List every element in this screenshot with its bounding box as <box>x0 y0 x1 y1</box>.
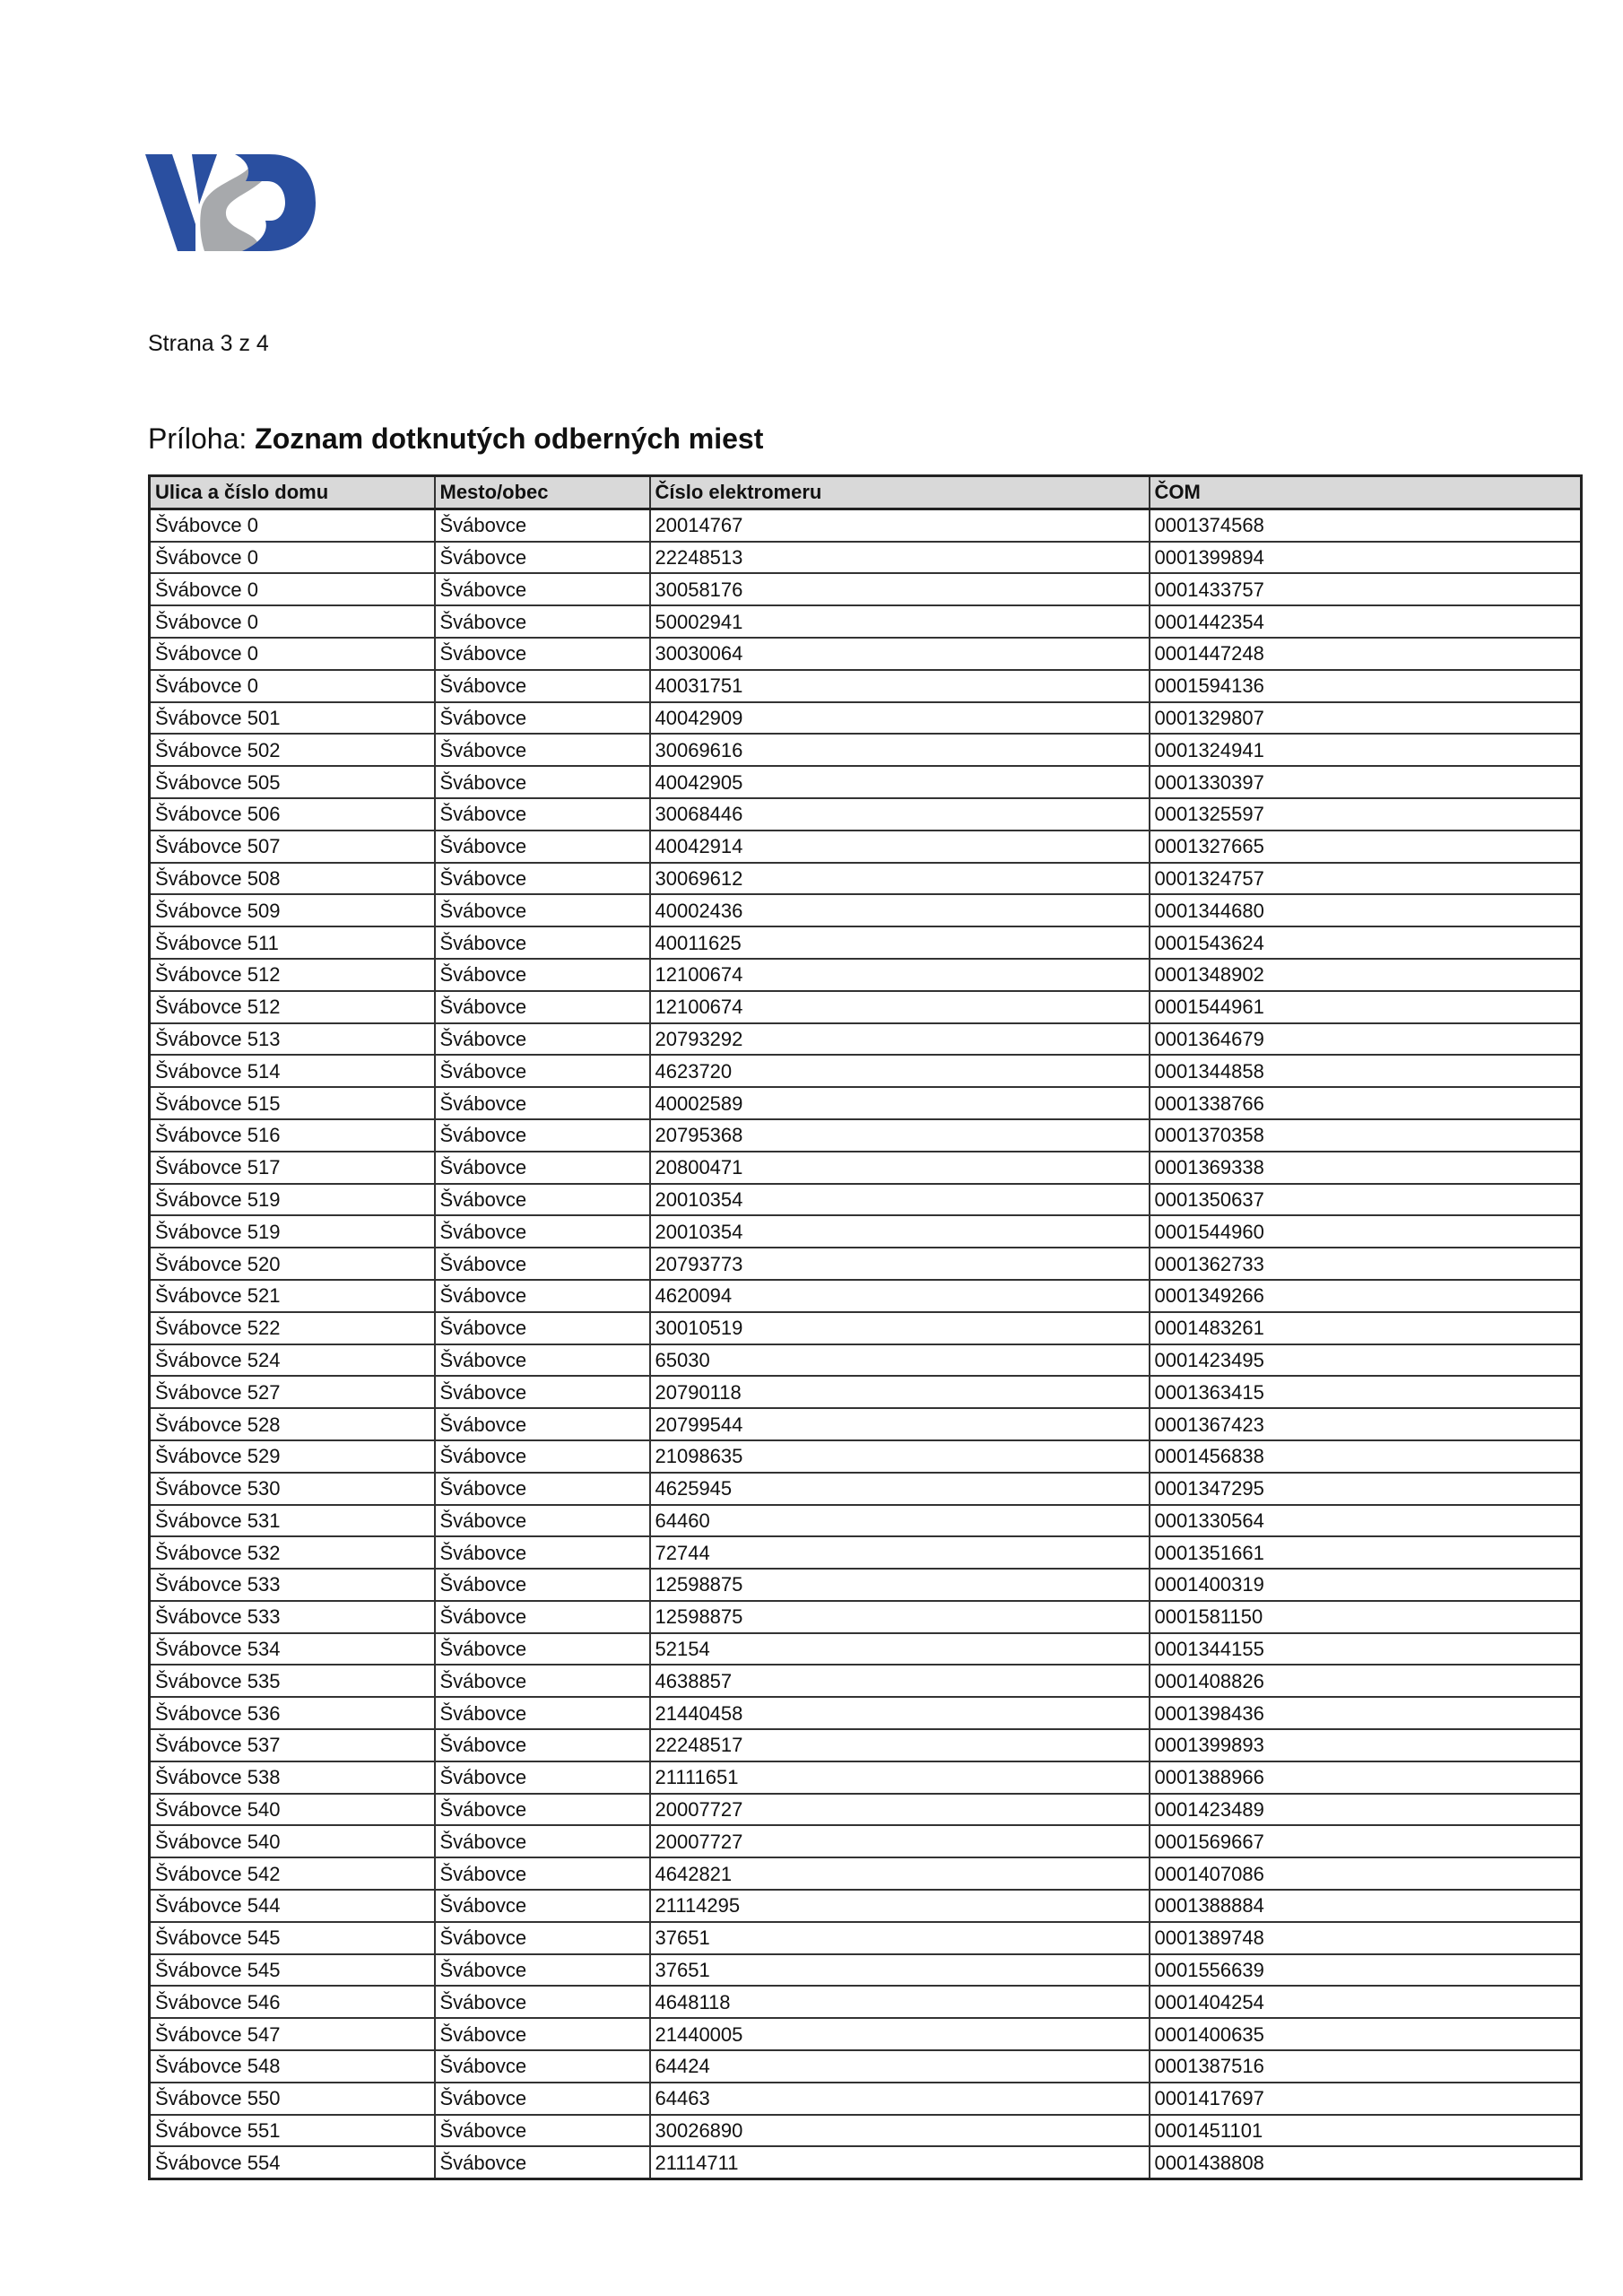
cell-com: 0001327665 <box>1150 831 1582 863</box>
cell-com: 0001544961 <box>1150 991 1582 1023</box>
cell-com: 0001442354 <box>1150 605 1582 638</box>
cell-street: Švábovce 533 <box>150 1569 435 1601</box>
table-row <box>150 991 1582 1023</box>
cell-street: Švábovce 532 <box>150 1536 435 1569</box>
table-row <box>150 1119 1582 1152</box>
cell-meter-number: 30068446 <box>650 798 1150 831</box>
cell-city: Švábovce <box>435 573 650 605</box>
cell-com: 0001344680 <box>1150 894 1582 926</box>
cell-city: Švábovce <box>435 1697 650 1729</box>
cell-city: Švábovce <box>435 1986 650 2018</box>
cell-street: Švábovce 0 <box>150 605 435 638</box>
vsd-logo <box>145 154 316 251</box>
cell-com: 0001544960 <box>1150 1215 1582 1248</box>
table-row <box>150 702 1582 735</box>
table-row <box>150 509 1582 541</box>
cell-city: Švábovce <box>435 1922 650 1954</box>
table-row <box>150 1248 1582 1280</box>
cell-street: Švábovce 507 <box>150 831 435 863</box>
table-row <box>150 1215 1582 1248</box>
table-row <box>150 2050 1582 2083</box>
table-row <box>150 1665 1582 1697</box>
cell-street: Švábovce 533 <box>150 1601 435 1633</box>
cell-com: 0001363415 <box>1150 1376 1582 1408</box>
cell-com: 0001389748 <box>1150 1922 1582 1954</box>
cell-city: Švábovce <box>435 1761 650 1794</box>
table-row <box>150 1761 1582 1794</box>
table-row <box>150 1601 1582 1633</box>
cell-meter-number: 4638857 <box>650 1665 1150 1697</box>
cell-street: Švábovce 528 <box>150 1408 435 1440</box>
cell-city: Švábovce <box>435 1440 650 1473</box>
cell-meter-number: 22248513 <box>650 542 1150 574</box>
cell-meter-number: 21440458 <box>650 1697 1150 1729</box>
cell-com: 0001423495 <box>1150 1344 1582 1377</box>
cell-com: 0001330564 <box>1150 1505 1582 1537</box>
cell-com: 0001369338 <box>1150 1152 1582 1184</box>
cell-city: Švábovce <box>435 1248 650 1280</box>
cell-street: Švábovce 0 <box>150 638 435 670</box>
cell-city: Švábovce <box>435 1344 650 1377</box>
cell-meter-number: 20007727 <box>650 1794 1150 1826</box>
cell-city: Švábovce <box>435 1473 650 1505</box>
cell-meter-number: 40011625 <box>650 926 1150 959</box>
cell-meter-number: 21111651 <box>650 1761 1150 1794</box>
cell-meter-number: 4642821 <box>650 1857 1150 1890</box>
cell-street: Švábovce 540 <box>150 1794 435 1826</box>
cell-city: Švábovce <box>435 1408 650 1440</box>
table-row <box>150 670 1582 702</box>
cell-street: Švábovce 551 <box>150 2115 435 2147</box>
cell-meter-number: 64424 <box>650 2050 1150 2083</box>
cell-street: Švábovce 519 <box>150 1184 435 1216</box>
cell-city: Švábovce <box>435 1184 650 1216</box>
table-row <box>150 1023 1582 1056</box>
cell-meter-number: 20799544 <box>650 1408 1150 1440</box>
table-row <box>150 1729 1582 1761</box>
cell-com: 0001400635 <box>1150 2018 1582 2050</box>
table-body <box>150 509 1582 2179</box>
cell-street: Švábovce 519 <box>150 1215 435 1248</box>
cell-meter-number: 72744 <box>650 1536 1150 1569</box>
table-row <box>150 1184 1582 1216</box>
cell-meter-number: 20793773 <box>650 1248 1150 1280</box>
cell-meter-number: 64463 <box>650 2083 1150 2115</box>
cell-street: Švábovce 513 <box>150 1023 435 1056</box>
cell-street: Švábovce 544 <box>150 1890 435 1922</box>
cell-street: Švábovce 508 <box>150 863 435 895</box>
cell-meter-number: 64460 <box>650 1505 1150 1537</box>
cell-com: 0001324941 <box>1150 734 1582 766</box>
cell-city: Švábovce <box>435 1825 650 1857</box>
cell-meter-number: 12598875 <box>650 1601 1150 1633</box>
cell-street: Švábovce 0 <box>150 542 435 574</box>
cell-city: Švábovce <box>435 734 650 766</box>
cell-street: Švábovce 521 <box>150 1280 435 1312</box>
cell-com: 0001423489 <box>1150 1794 1582 1826</box>
cell-meter-number: 12100674 <box>650 959 1150 991</box>
cell-com: 0001399893 <box>1150 1729 1582 1761</box>
table-row <box>150 1376 1582 1408</box>
cell-meter-number: 40042914 <box>650 831 1150 863</box>
table-row <box>150 926 1582 959</box>
cell-street: Švábovce 522 <box>150 1312 435 1344</box>
cell-meter-number: 40042905 <box>650 766 1150 798</box>
table-row <box>150 1697 1582 1729</box>
cell-city: Švábovce <box>435 1890 650 1922</box>
cell-street: Švábovce 520 <box>150 1248 435 1280</box>
table-row <box>150 573 1582 605</box>
cell-city: Švábovce <box>435 2083 650 2115</box>
cell-street: Švábovce 512 <box>150 959 435 991</box>
table-row <box>150 1825 1582 1857</box>
table-row <box>150 1344 1582 1377</box>
table-row <box>150 1440 1582 1473</box>
cell-city: Švábovce <box>435 2115 650 2147</box>
cell-street: Švábovce 514 <box>150 1055 435 1087</box>
cell-com: 0001330397 <box>1150 766 1582 798</box>
column-header-city: Mesto/obec <box>435 476 650 509</box>
table-row <box>150 1536 1582 1569</box>
cell-city: Švábovce <box>435 798 650 831</box>
table-row <box>150 766 1582 798</box>
table-row <box>150 894 1582 926</box>
cell-meter-number: 20014767 <box>650 509 1150 541</box>
cell-street: Švábovce 524 <box>150 1344 435 1377</box>
cell-com: 0001398436 <box>1150 1697 1582 1729</box>
cell-city: Švábovce <box>435 1729 650 1761</box>
table-row <box>150 2115 1582 2147</box>
cell-com: 0001399894 <box>1150 542 1582 574</box>
cell-meter-number: 37651 <box>650 1954 1150 1987</box>
table-row <box>150 1152 1582 1184</box>
cell-meter-number: 30069616 <box>650 734 1150 766</box>
cell-meter-number: 40002436 <box>650 894 1150 926</box>
cell-city: Švábovce <box>435 894 650 926</box>
table-row <box>150 1794 1582 1826</box>
cell-meter-number: 37651 <box>650 1922 1150 1954</box>
cell-city: Švábovce <box>435 831 650 863</box>
table-row <box>150 1408 1582 1440</box>
cell-com: 0001344155 <box>1150 1633 1582 1665</box>
cell-city: Švábovce <box>435 1601 650 1633</box>
cell-city: Švábovce <box>435 1055 650 1087</box>
cell-com: 0001348902 <box>1150 959 1582 991</box>
cell-meter-number: 40042909 <box>650 702 1150 735</box>
cell-meter-number: 52154 <box>650 1633 1150 1665</box>
cell-meter-number: 20010354 <box>650 1184 1150 1216</box>
cell-street: Švábovce 0 <box>150 573 435 605</box>
cell-com: 0001451101 <box>1150 2115 1582 2147</box>
cell-city: Švábovce <box>435 1280 650 1312</box>
cell-street: Švábovce 502 <box>150 734 435 766</box>
cell-city: Švábovce <box>435 766 650 798</box>
table-row <box>150 1569 1582 1601</box>
cell-com: 0001374568 <box>1150 509 1582 541</box>
cell-city: Švábovce <box>435 542 650 574</box>
cell-com: 0001581150 <box>1150 1601 1582 1633</box>
cell-street: Švábovce 527 <box>150 1376 435 1408</box>
cell-city: Švábovce <box>435 1087 650 1119</box>
table-row <box>150 863 1582 895</box>
cell-street: Švábovce 531 <box>150 1505 435 1537</box>
cell-meter-number: 4625945 <box>650 1473 1150 1505</box>
cell-meter-number: 30069612 <box>650 863 1150 895</box>
cell-com: 0001594136 <box>1150 670 1582 702</box>
cell-city: Švábovce <box>435 863 650 895</box>
cell-street: Švábovce 545 <box>150 1954 435 1987</box>
cell-meter-number: 4620094 <box>650 1280 1150 1312</box>
cell-meter-number: 20010354 <box>650 1215 1150 1248</box>
cell-meter-number: 30010519 <box>650 1312 1150 1344</box>
cell-city: Švábovce <box>435 991 650 1023</box>
cell-city: Švábovce <box>435 926 650 959</box>
title-prefix: Príloha: <box>148 422 256 455</box>
cell-city: Švábovce <box>435 1633 650 1665</box>
cell-meter-number: 21440005 <box>650 2018 1150 2050</box>
cell-city: Švábovce <box>435 1665 650 1697</box>
cell-city: Švábovce <box>435 670 650 702</box>
cell-meter-number: 4648118 <box>650 1986 1150 2018</box>
cell-meter-number: 22248517 <box>650 1729 1150 1761</box>
cell-street: Švábovce 547 <box>150 2018 435 2050</box>
cell-meter-number: 65030 <box>650 1344 1150 1377</box>
page-title <box>148 422 763 456</box>
cell-com: 0001338766 <box>1150 1087 1582 1119</box>
cell-meter-number: 40031751 <box>650 670 1150 702</box>
cell-city: Švábovce <box>435 1569 650 1601</box>
column-header-com: ČOM <box>1150 476 1582 509</box>
cell-com: 0001447248 <box>1150 638 1582 670</box>
cell-meter-number: 21114711 <box>650 2146 1150 2179</box>
cell-meter-number: 12100674 <box>650 991 1150 1023</box>
cell-com: 0001407086 <box>1150 1857 1582 1890</box>
cell-street: Švábovce 530 <box>150 1473 435 1505</box>
cell-city: Švábovce <box>435 2146 650 2179</box>
cell-meter-number: 21098635 <box>650 1440 1150 1473</box>
table-row <box>150 1280 1582 1312</box>
cell-street: Švábovce 534 <box>150 1633 435 1665</box>
cell-street: Švábovce 554 <box>150 2146 435 2179</box>
cell-city: Švábovce <box>435 2050 650 2083</box>
title-text: Zoznam dotknutých odberných miest <box>255 422 764 455</box>
cell-meter-number: 50002941 <box>650 605 1150 638</box>
table-row <box>150 1890 1582 1922</box>
table-row <box>150 1312 1582 1344</box>
cell-city: Švábovce <box>435 1954 650 1987</box>
cell-meter-number: 20795368 <box>650 1119 1150 1152</box>
cell-city: Švábovce <box>435 1376 650 1408</box>
table-row <box>150 2083 1582 2115</box>
cell-com: 0001417697 <box>1150 2083 1582 2115</box>
cell-meter-number: 21114295 <box>650 1890 1150 1922</box>
cell-com: 0001364679 <box>1150 1023 1582 1056</box>
table-row <box>150 959 1582 991</box>
page-number: Strana 3 z 4 <box>148 331 269 356</box>
table-row <box>150 542 1582 574</box>
cell-city: Švábovce <box>435 1215 650 1248</box>
cell-city: Švábovce <box>435 1152 650 1184</box>
table-row <box>150 2018 1582 2050</box>
cell-com: 0001400319 <box>1150 1569 1582 1601</box>
cell-city: Švábovce <box>435 509 650 541</box>
cell-city: Švábovce <box>435 1023 650 1056</box>
cell-street: Švábovce 540 <box>150 1825 435 1857</box>
cell-com: 0001367423 <box>1150 1408 1582 1440</box>
cell-city: Švábovce <box>435 702 650 735</box>
table-row <box>150 1922 1582 1954</box>
cell-street: Švábovce 516 <box>150 1119 435 1152</box>
cell-com: 0001388884 <box>1150 1890 1582 1922</box>
cell-street: Švábovce 509 <box>150 894 435 926</box>
cell-street: Švábovce 506 <box>150 798 435 831</box>
cell-meter-number: 30030064 <box>650 638 1150 670</box>
cell-com: 0001438808 <box>1150 2146 1582 2179</box>
cell-meter-number: 12598875 <box>650 1569 1150 1601</box>
cell-meter-number: 4623720 <box>650 1055 1150 1087</box>
cell-city: Švábovce <box>435 1119 650 1152</box>
table-row <box>150 1505 1582 1537</box>
cell-street: Švábovce 545 <box>150 1922 435 1954</box>
table-row <box>150 1633 1582 1665</box>
cell-meter-number: 40002589 <box>650 1087 1150 1119</box>
cell-street: Švábovce 505 <box>150 766 435 798</box>
cell-city: Švábovce <box>435 1536 650 1569</box>
cell-street: Švábovce 537 <box>150 1729 435 1761</box>
table-row <box>150 1986 1582 2018</box>
cell-street: Švábovce 538 <box>150 1761 435 1794</box>
cell-street: Švábovce 515 <box>150 1087 435 1119</box>
cell-com: 0001408826 <box>1150 1665 1582 1697</box>
cell-city: Švábovce <box>435 1794 650 1826</box>
cell-com: 0001370358 <box>1150 1119 1582 1152</box>
cell-street: Švábovce 536 <box>150 1697 435 1729</box>
cell-com: 0001556639 <box>1150 1954 1582 1987</box>
cell-com: 0001404254 <box>1150 1986 1582 2018</box>
cell-meter-number: 20007727 <box>650 1825 1150 1857</box>
table-row <box>150 798 1582 831</box>
cell-city: Švábovce <box>435 1312 650 1344</box>
cell-city: Švábovce <box>435 1505 650 1537</box>
table-row <box>150 638 1582 670</box>
cell-street: Švábovce 535 <box>150 1665 435 1697</box>
cell-com: 0001569667 <box>1150 1825 1582 1857</box>
cell-com: 0001329807 <box>1150 702 1582 735</box>
table-row <box>150 1473 1582 1505</box>
cell-com: 0001350637 <box>1150 1184 1582 1216</box>
column-header-meter-number: Číslo elektromeru <box>650 476 1150 509</box>
cell-street: Švábovce 529 <box>150 1440 435 1473</box>
cell-meter-number: 30026890 <box>650 2115 1150 2147</box>
cell-city: Švábovce <box>435 1857 650 1890</box>
cell-city: Švábovce <box>435 2018 650 2050</box>
cell-com: 0001543624 <box>1150 926 1582 959</box>
affected-points-table <box>148 474 1583 2180</box>
cell-street: Švábovce 0 <box>150 509 435 541</box>
cell-street: Švábovce 548 <box>150 2050 435 2083</box>
cell-street: Švábovce 511 <box>150 926 435 959</box>
cell-com: 0001456838 <box>1150 1440 1582 1473</box>
cell-city: Švábovce <box>435 959 650 991</box>
table-header-row <box>150 476 1582 509</box>
cell-com: 0001433757 <box>1150 573 1582 605</box>
cell-com: 0001388966 <box>1150 1761 1582 1794</box>
table-row <box>150 605 1582 638</box>
cell-com: 0001324757 <box>1150 863 1582 895</box>
cell-com: 0001351661 <box>1150 1536 1582 1569</box>
cell-meter-number: 20800471 <box>650 1152 1150 1184</box>
cell-street: Švábovce 0 <box>150 670 435 702</box>
cell-com: 0001483261 <box>1150 1312 1582 1344</box>
cell-meter-number: 30058176 <box>650 573 1150 605</box>
cell-street: Švábovce 542 <box>150 1857 435 1890</box>
table-row <box>150 831 1582 863</box>
table-row <box>150 734 1582 766</box>
column-header-street: Ulica a číslo domu <box>150 476 435 509</box>
cell-com: 0001344858 <box>1150 1055 1582 1087</box>
table-row <box>150 1857 1582 1890</box>
cell-com: 0001347295 <box>1150 1473 1582 1505</box>
table-row <box>150 2146 1582 2179</box>
cell-street: Švábovce 517 <box>150 1152 435 1184</box>
cell-city: Švábovce <box>435 638 650 670</box>
cell-street: Švábovce 501 <box>150 702 435 735</box>
table-row <box>150 1954 1582 1987</box>
cell-city: Švábovce <box>435 605 650 638</box>
cell-meter-number: 20790118 <box>650 1376 1150 1408</box>
cell-com: 0001349266 <box>1150 1280 1582 1312</box>
cell-street: Švábovce 512 <box>150 991 435 1023</box>
cell-com: 0001325597 <box>1150 798 1582 831</box>
cell-street: Švábovce 546 <box>150 1986 435 2018</box>
cell-com: 0001387516 <box>1150 2050 1582 2083</box>
cell-meter-number: 20793292 <box>650 1023 1150 1056</box>
cell-street: Švábovce 550 <box>150 2083 435 2115</box>
table-row <box>150 1055 1582 1087</box>
cell-com: 0001362733 <box>1150 1248 1582 1280</box>
table-row <box>150 1087 1582 1119</box>
